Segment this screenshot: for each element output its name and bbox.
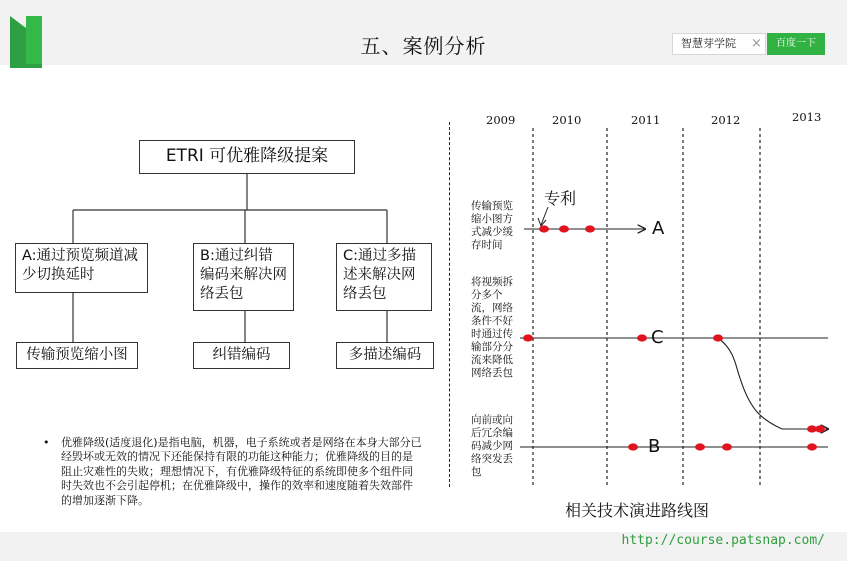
definition-note	[43, 436, 423, 508]
branch-a-box: A:通过预览频道减少切换延时	[15, 243, 148, 293]
evolution-curve	[718, 338, 782, 429]
patent-dot	[807, 443, 817, 450]
proposal-root-box: ETRI 可优雅降级提案	[139, 140, 355, 174]
patent-dot	[637, 334, 647, 341]
patent-dot	[815, 425, 825, 432]
patent-label: 专利	[544, 189, 577, 208]
patent-dot	[695, 443, 705, 450]
leaf-c-box: 多描述编码	[336, 342, 434, 369]
patent-dot	[585, 225, 595, 232]
branch-b-box: B:通过纠错编码来解决网络丢包	[193, 243, 294, 311]
note-text: 优雅降级(适度退化)是指电脑，机器，电子系统或者是网络在本身大部分已经毁坏或无效的情况下还能保持有限的功能这种能力；优雅降级的目的是阻止灾难性的失败；理想情况下，有优雅降级特征的系统即使多个组件同时失效也不会引起停机；在优雅降级中，操作的效率和速度随着失效部件的增加逐渐下降。	[61, 436, 422, 507]
patent-dot	[539, 225, 549, 232]
year-dividers	[533, 128, 760, 487]
patent-dot	[523, 334, 533, 341]
search-button[interactable]: 百度一下	[767, 33, 825, 55]
row-label-c: 将视频拆分多个流，网络条件不好时通过传输部分分流来降低网络丢包	[471, 276, 513, 379]
patent-dot	[713, 334, 723, 341]
row-label-a: 传输预览缩小图方式减少缓存时间	[471, 200, 513, 251]
marker-c: C	[651, 327, 664, 348]
year-label: 2011	[631, 113, 661, 127]
branch-c-box: C:通过多描述来解决网络丢包	[336, 243, 432, 311]
patent-dot	[559, 225, 569, 232]
patent-dot	[722, 443, 732, 450]
patent-dot	[628, 443, 638, 450]
row-lines	[520, 229, 828, 447]
bullet-icon: •	[43, 436, 50, 449]
roadmap-caption: 相关技术演进路线图	[565, 501, 710, 520]
year-label: 2012	[711, 113, 741, 127]
year-label: 2010	[552, 113, 582, 127]
search-input[interactable]: 智慧芽学院	[672, 33, 766, 55]
slide-title: 五、案例分析	[360, 34, 487, 58]
year-label: 2009	[486, 113, 516, 127]
marker-b: B	[648, 436, 661, 457]
section-divider	[449, 122, 450, 487]
leaf-b-box: 纠错编码	[193, 342, 290, 369]
year-label: 2013	[792, 110, 822, 124]
row-label-b: 向前或向后冗余编码减少网络突发丢包	[471, 414, 513, 478]
leaf-a-box: 传输预览缩小图	[16, 342, 138, 369]
marker-a: A	[652, 218, 665, 239]
footer-url-link[interactable]: http://course.patsnap.com/	[621, 533, 825, 548]
clear-search-icon[interactable]: ×	[751, 36, 762, 51]
